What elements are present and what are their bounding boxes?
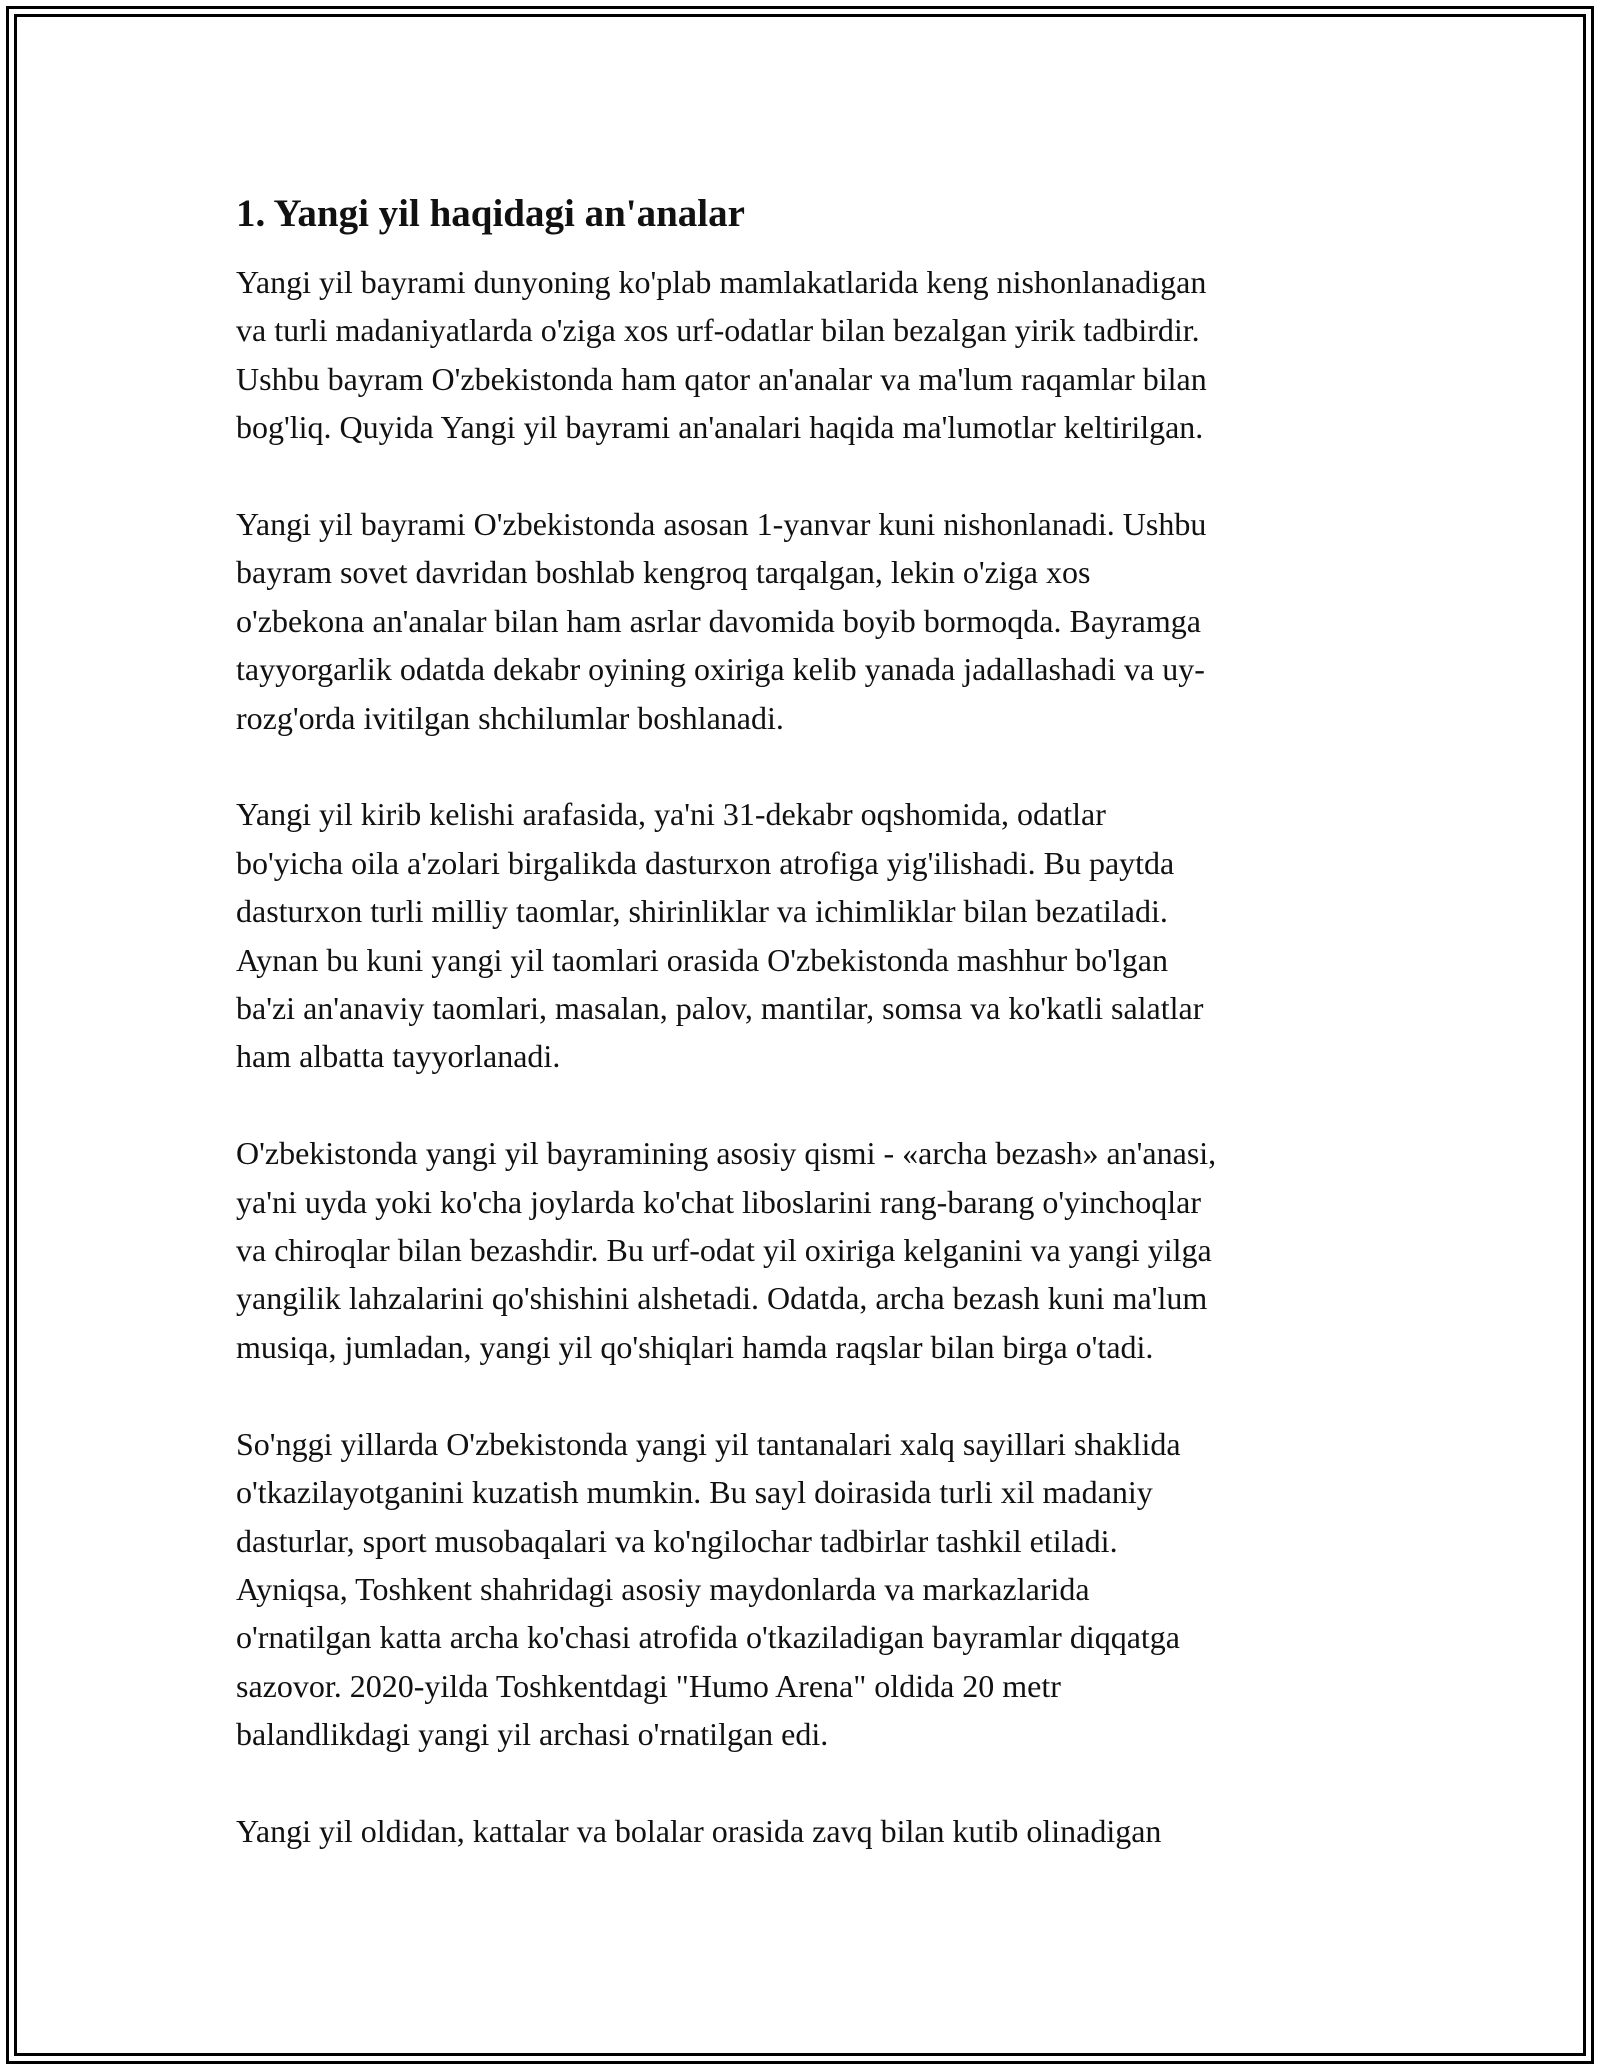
text-line: tayyorgarlik odatda dekabr oyining oxiriga kelib yanada jadallashadi va uy- <box>236 651 1205 688</box>
text-line: o'zbekona an'analar bilan ham asrlar davomida boyib bormoqda. Bayramga <box>236 602 1201 639</box>
text-line: va chiroqlar bilan bezashdir. Bu urf-odat yil oxiriga kelganini va yangi yilga <box>236 1232 1212 1269</box>
text-line: rozg'orda ivitilgan shchilumlar boshlanadi. <box>236 699 784 736</box>
text-line: ham albatta tayyorlanadi. <box>236 1038 561 1075</box>
text-line: balandlikdagi yangi yil archasi o'rnatilgan edi. <box>236 1716 829 1753</box>
paragraph-3 <box>236 790 1366 1080</box>
document-content <box>236 188 1366 1904</box>
text-line: bog'liq. Quyida Yangi yil bayrami an'analari haqida ma'lumotlar keltirilgan. <box>236 409 1204 446</box>
text-line: bo'yicha oila a'zolari birgalikda dasturxon atrofiga yig'ilishadi. Bu paytda <box>236 844 1175 881</box>
paragraph-4 <box>236 1129 1366 1371</box>
paragraph-5 <box>236 1420 1366 1759</box>
text-line: dasturlar, sport musobaqalari va ko'ngilochar tadbirlar tashkil etiladi. <box>236 1522 1118 1559</box>
section-heading: 1. Yangi yil haqidagi an'analar <box>236 192 745 235</box>
text-line: Yangi yil bayrami O'zbekistonda asosan 1-yanvar kuni nishonlanadi. Ushbu <box>236 506 1207 543</box>
text-line: O'zbekistonda yangi yil bayramining asosiy qismi - «archa bezash» an'anasi, <box>236 1135 1217 1172</box>
paragraph-6 <box>236 1807 1366 1855</box>
text-line: Aynan bu kuni yangi yil taomlari orasida O'zbekistonda mashhur bo'lgan <box>236 941 1168 978</box>
text-line: ba'zi an'anaviy taomlari, masalan, palov, mantilar, somsa va ko'katli salatlar <box>236 990 1204 1027</box>
text-line: Yangi yil kirib kelishi arafasida, ya'ni 31-dekabr oqshomida, odatlar <box>236 796 1106 833</box>
text-line: dasturxon turli milliy taomlar, shirinliklar va ichimliklar bilan bezatiladi. <box>236 893 1168 930</box>
text-line: musiqa, jumladan, yangi yil qo'shiqlari hamda raqslar bilan birga o'tadi. <box>236 1328 1154 1365</box>
text-line: Ayniqsa, Toshkent shahridagi asosiy maydonlarda va markazlarida <box>236 1570 1090 1607</box>
text-line: ya'ni uyda yoki ko'cha joylarda ko'chat liboslarini rang-barang o'yinchoqlar <box>236 1183 1201 1220</box>
text-line: yangilik lahzalarini qo'shishini alshetadi. Odatda, archa bezash kuni ma'lum <box>236 1280 1208 1317</box>
document-body <box>236 258 1366 1855</box>
text-line: Ushbu bayram O'zbekistonda ham qator an'analar va ma'lum raqamlar bilan <box>236 360 1207 397</box>
text-line: bayram sovet davridan boshlab kengroq tarqalgan, lekin o'ziga xos <box>236 554 1091 591</box>
text-line: o'rnatilgan katta archa ko'chasi atrofida o'tkaziladigan bayramlar diqqatga <box>236 1619 1180 1656</box>
text-line: So'nggi yillarda O'zbekistonda yangi yil tantanalari xalq sayillari shaklida <box>236 1425 1181 1462</box>
text-line: Yangi yil bayrami dunyoning ko'plab mamlakatlarida keng nishonlanadigan <box>236 264 1207 300</box>
paragraph-2 <box>236 500 1366 742</box>
text-line: o'tkazilayotganini kuzatish mumkin. Bu sayl doirasida turli xil madaniy <box>236 1474 1153 1511</box>
paragraph-1 <box>236 258 1366 452</box>
text-line: Yangi yil oldidan, kattalar va bolalar orasida zavq bilan kutib olinadigan <box>236 1812 1162 1849</box>
text-line: va turli madaniyatlarda o'ziga xos urf-odatlar bilan bezalgan yirik tadbirdir. <box>236 312 1200 349</box>
text-line: sazovor. 2020-yilda Toshkentdagi "Humo Arena" oldida 20 metr <box>236 1667 1061 1704</box>
